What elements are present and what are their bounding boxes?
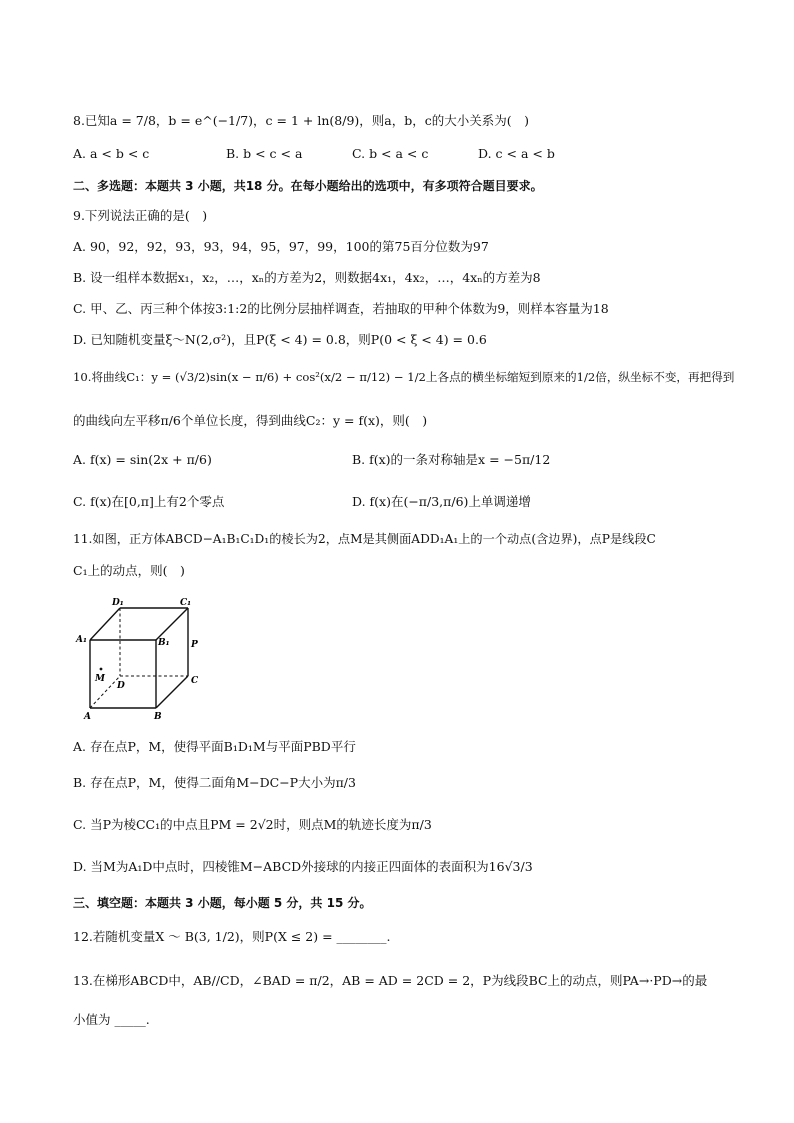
q11-option-b: B. 存在点P，M，使得二面角M−DC−P大小为π/3 bbox=[73, 775, 356, 790]
label-a: A bbox=[84, 712, 91, 722]
q8-option-d: D. c < a < b bbox=[478, 146, 555, 161]
q13-stem-line2: 小值为 _____. bbox=[73, 1012, 150, 1027]
q10-option-d: D. f(x)在(−π/3,π/6)上单调递增 bbox=[352, 494, 531, 509]
q8-stem: 8.已知a = 7/8，b = e^(−1/7)，c = 1 + ln(8/9)，则a，b，c的大小关系为( ) bbox=[73, 113, 529, 128]
label-m: M bbox=[95, 674, 105, 684]
q9-stem: 9.下列说法正确的是( ) bbox=[73, 208, 208, 223]
q9-option-c: C. 甲、乙、丙三种个体按3:1:2的比例分层抽样调查，若抽取的甲种个体数为9，则样本容量为18 bbox=[73, 301, 609, 316]
label-a1: A₁ bbox=[76, 635, 87, 645]
label-c: C bbox=[191, 676, 199, 686]
q13-stem-line1: 13.在梯形ABCD中，AB//CD，∠BAD = π/2，AB = AD = 2CD = 2，P为线段BC上的动点，则PA→·PD→的最 bbox=[73, 973, 708, 988]
q10-stem-line2: 的曲线向左平移π/6个单位长度，得到曲线C₂：y = f(x)，则( ) bbox=[73, 413, 428, 428]
point-m-marker bbox=[100, 668, 103, 671]
label-d: D bbox=[117, 681, 125, 691]
q8-option-c: C. b < a < c bbox=[352, 146, 429, 161]
section-2-heading: 二、多选题：本题共 3 小题，共18 分。在每小题给出的选项中，有多项符合题目要求。 bbox=[73, 179, 543, 193]
q10-option-a: A. f(x) = sin(2x + π/6) bbox=[73, 452, 212, 467]
q9-option-b: B. 设一组样本数据x₁，x₂，…，xₙ的方差为2，则数据4x₁，4x₂，…，4xₙ的方差为8 bbox=[73, 270, 541, 285]
label-b1: B₁ bbox=[158, 638, 170, 648]
label-p: P bbox=[191, 640, 198, 650]
label-c1: C₁ bbox=[180, 598, 192, 608]
q11-stem-line2: C₁上的动点，则( ) bbox=[73, 563, 185, 578]
q8-option-a: A. a < b < c bbox=[73, 146, 150, 161]
label-b: B bbox=[154, 712, 162, 722]
q8-option-b: B. b < c < a bbox=[226, 146, 303, 161]
q10-option-c: C. f(x)在[0,π]上有2个零点 bbox=[73, 494, 225, 509]
q9-option-d: D. 已知随机变量ξ～N(2,σ²)，且P(ξ < 4) = 0.8，则P(0 < ξ < 4) = 0.6 bbox=[73, 332, 487, 347]
q9-option-a: A. 90，92，92，93，93，94，95，97，99，100的第75百分位数为97 bbox=[73, 239, 489, 254]
q10-option-b: B. f(x)的一条对称轴是x = −5π/12 bbox=[352, 452, 551, 467]
section-3-heading: 三、填空题：本题共 3 小题，每小题 5 分，共 15 分。 bbox=[73, 896, 372, 910]
cube-figure bbox=[70, 592, 220, 724]
q11-option-a: A. 存在点P，M，使得平面B₁D₁M与平面PBD平行 bbox=[73, 739, 356, 754]
q11-option-d: D. 当M为A₁D中点时，四棱锥M−ABCD外接球的内接正四面体的表面积为16√3/3 bbox=[73, 859, 533, 874]
q11-option-c: C. 当P为棱CC₁的中点且PM = 2√2时，则点M的轨迹长度为π/3 bbox=[73, 817, 432, 832]
label-d1: D₁ bbox=[112, 598, 124, 608]
q12-stem: 12.若随机变量X ～ B(3, 1/2)，则P(X ≤ 2) = ________. bbox=[73, 929, 391, 944]
q10-stem-line1: 10.将曲线C₁：y = (√3/2)sin(x − π/6) + cos²(x/2 − π/12) − 1/2上各点的横坐标缩短到原来的1/2倍，纵坐标不变，再把得到 bbox=[73, 370, 735, 384]
q11-stem-line1: 11.如图，正方体ABCD−A₁B₁C₁D₁的棱长为2，点M是其侧面ADD₁A₁上的一个动点(含边界)，点P是线段C bbox=[73, 532, 656, 546]
